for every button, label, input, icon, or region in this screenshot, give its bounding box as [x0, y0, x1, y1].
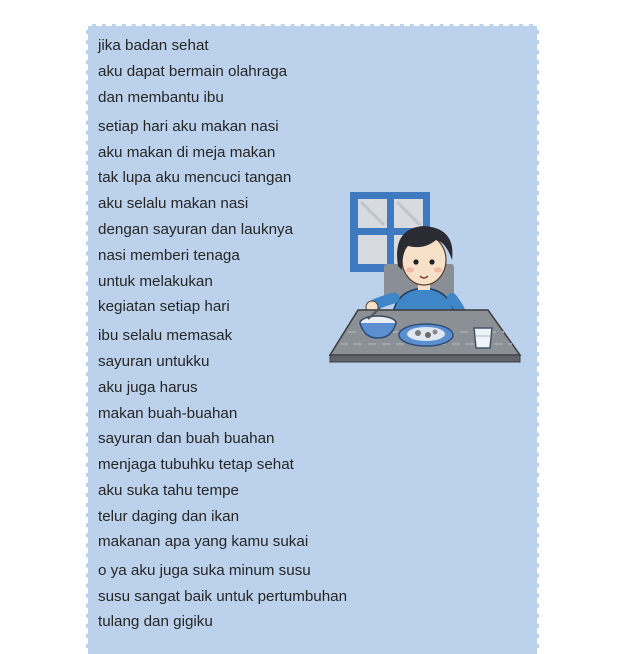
poem-line: makanan apa yang kamu sukai — [98, 533, 309, 550]
poem-line: aku selalu makan nasi — [98, 195, 249, 212]
glass-icon — [474, 328, 492, 348]
poem-line: aku makan di meja makan — [98, 144, 276, 161]
poem-line: ibu selalu memasak — [98, 327, 233, 344]
poem-line: makan buah-buahan — [98, 405, 238, 422]
poem-line: sayuran dan buah buahan — [98, 430, 275, 447]
poem-line: aku suka tahu tempe — [98, 482, 239, 499]
poem-line: untuk melakukan — [98, 273, 213, 290]
plate-icon — [399, 324, 453, 346]
poem-line: aku dapat bermain olahraga — [98, 63, 288, 80]
poem-line: sayuran untukku — [98, 353, 210, 370]
poem-line: o ya aku juga suka minum susu — [98, 562, 311, 579]
poem-line: jika badan sehat — [98, 37, 209, 54]
poem-line: setiap hari aku makan nasi — [98, 118, 279, 135]
poem-line: susu sangat baik untuk pertumbuhan — [98, 588, 348, 605]
poem-line: nasi memberi tenaga — [98, 247, 240, 264]
poem-line: kegiatan setiap hari — [98, 298, 230, 315]
poem-line: dan membantu ibu — [98, 89, 224, 106]
poem-line: tulang dan gigiku — [98, 613, 213, 630]
poem-line: menjaga tubuhku tetap sehat — [98, 456, 294, 473]
poem-line: aku juga harus — [98, 379, 198, 396]
child-eating-illustration — [328, 190, 522, 368]
poem-line: dengan sayuran dan lauknya — [98, 221, 294, 238]
poem-line: tak lupa aku mencuci tangan — [98, 169, 292, 186]
poem-line: telur daging dan ikan — [98, 508, 240, 525]
